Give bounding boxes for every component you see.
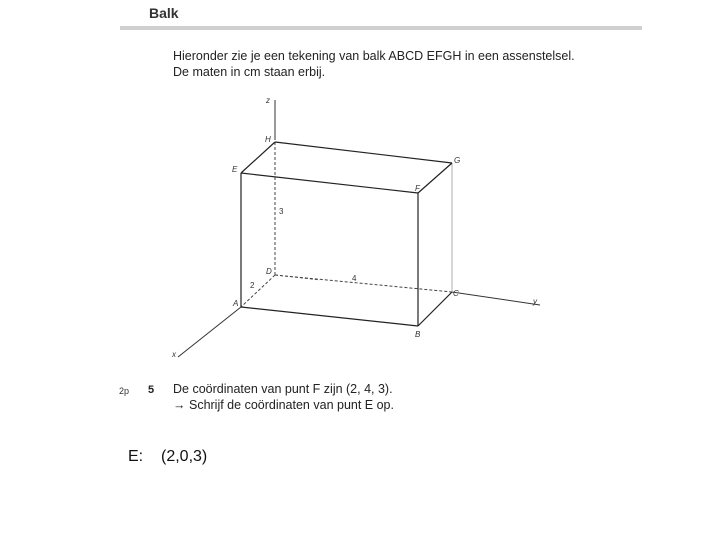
answer-value: (2,0,3) (161, 448, 208, 465)
axis-label-y: y (533, 297, 537, 306)
intro-text-line-1: Hieronder zie je een tekening van balk ABCD EFGH in een assenstelsel. (173, 49, 575, 63)
edge-EH (241, 142, 275, 173)
edge-DA (241, 275, 275, 307)
axis-label-x: x (172, 350, 176, 359)
edge-FG (418, 163, 452, 193)
question-text-line-1: De coördinaten van punt F zijn (2, 4, 3). (173, 382, 393, 396)
dimension-label-length: 4 (352, 274, 357, 283)
edge-BC (418, 292, 452, 326)
y-axis (452, 292, 540, 305)
question-instruction (173, 398, 394, 412)
edge-HG (275, 142, 452, 163)
dimension-label-width: 2 (250, 281, 255, 290)
question-text-line-2: Schrijf de coördinaten van punt E op. (188, 398, 394, 412)
vertex-label-C: C (453, 289, 459, 298)
vertex-label-F: F (415, 184, 420, 193)
axis-label-z: z (266, 96, 270, 105)
vertex-label-E: E (232, 165, 238, 174)
edge-EF (241, 173, 418, 193)
arrow-icon: → (173, 398, 186, 412)
vertex-label-B: B (415, 330, 421, 339)
edge-AB (241, 307, 418, 326)
vertex-label-H: H (265, 135, 271, 144)
answer-label: E: (128, 448, 144, 465)
vertex-label-G: G (454, 156, 461, 165)
dimension-label-height: 3 (279, 207, 284, 216)
vertex-label-A: A (233, 299, 239, 308)
question-points: 2p (119, 386, 130, 396)
vertex-label-D: D (266, 267, 272, 276)
section-title: Balk (149, 5, 179, 21)
x-axis (178, 307, 241, 357)
intro-text-line-2: De maten in cm staan erbij. (173, 65, 326, 79)
question-number: 5 (148, 384, 155, 396)
edge-DC (275, 275, 452, 292)
